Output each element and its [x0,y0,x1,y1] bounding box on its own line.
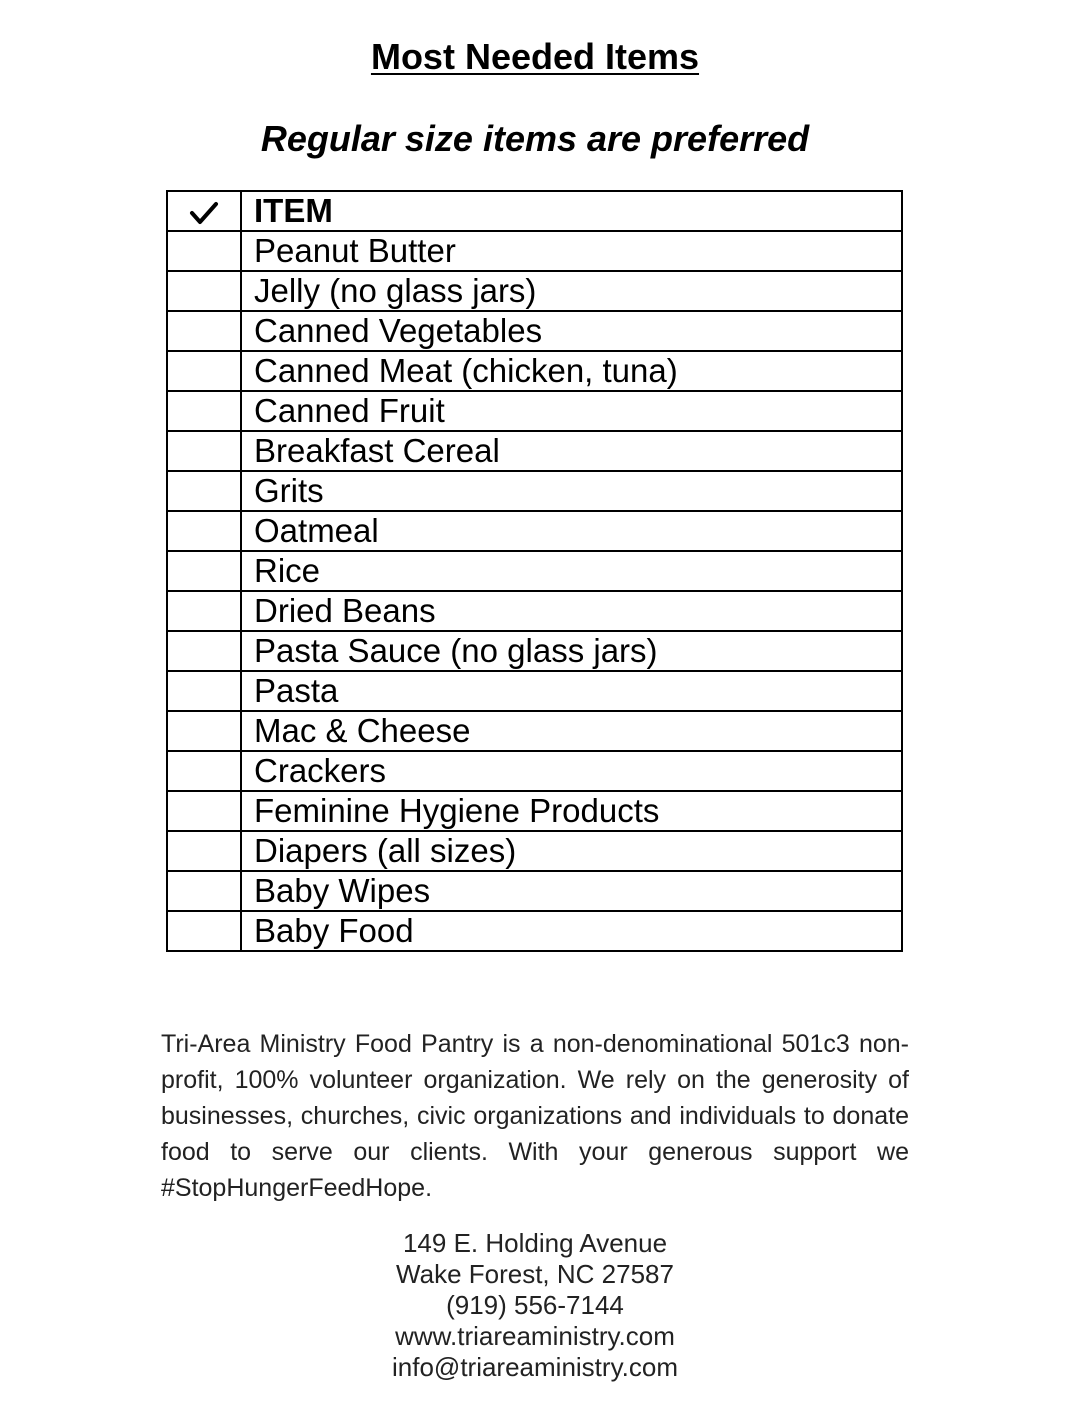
check-header-cell [167,191,241,231]
checkbox-cell[interactable] [167,391,241,431]
items-table-body [167,191,902,951]
checkbox-cell[interactable] [167,911,241,951]
table-row [167,471,902,511]
table-row [167,431,902,471]
table-row [167,551,902,591]
page-subtitle: Regular size items are preferred [260,118,810,159]
checkbox-cell[interactable] [167,591,241,631]
item-name-cell: Baby Wipes [241,871,902,911]
table-row [167,671,902,711]
checkbox-cell[interactable] [167,511,241,551]
checkbox-cell[interactable] [167,271,241,311]
checkbox-cell[interactable] [167,831,241,871]
pantry-description: Tri-Area Ministry Food Pantry is a non-denominational 501c3 non-profit, 100% volunteer organization. We rely on the generosity of businesses, churches, civic organizations and individuals to donate food to serve our clients. With your generous support we #StopHungerFeedHope. [161,1030,909,1202]
checkbox-cell[interactable] [167,791,241,831]
item-name-cell: Pasta [241,671,902,711]
item-name-cell: Feminine Hygiene Products [241,791,902,831]
table-row [167,751,902,791]
checkbox-cell[interactable] [167,471,241,511]
item-name-cell: Canned Vegetables [241,311,902,351]
table-row [167,271,902,311]
table-row [167,791,902,831]
table-row [167,831,902,871]
table-row [167,391,902,431]
website-link[interactable]: www.triareaministry.com [395,1321,675,1351]
table-row [167,911,902,951]
table-row [167,231,902,271]
table-row [167,711,902,751]
contact-info [0,1228,1070,1383]
item-header-cell: ITEM [241,191,902,231]
item-name-cell: Dried Beans [241,591,902,631]
checkbox-cell[interactable] [167,311,241,351]
email-link[interactable]: info@triareaministry.com [392,1352,678,1382]
item-name-cell: Crackers [241,751,902,791]
checkbox-cell[interactable] [167,671,241,711]
item-name-cell: Rice [241,551,902,591]
table-row [167,511,902,551]
checkbox-cell[interactable] [167,871,241,911]
table-header-row [167,191,902,231]
checkbox-cell[interactable] [167,551,241,591]
table-row [167,311,902,351]
table-row [167,591,902,631]
checkbox-cell[interactable] [167,711,241,751]
item-name-cell: Canned Meat (chicken, tuna) [241,351,902,391]
checkbox-cell[interactable] [167,751,241,791]
item-name-cell: Breakfast Cereal [241,431,902,471]
item-name-cell: Jelly (no glass jars) [241,271,902,311]
checkbox-cell[interactable] [167,631,241,671]
table-row [167,871,902,911]
page-title: Most Needed Items [370,36,700,77]
checkmark-icon [189,192,219,229]
item-name-cell: Diapers (all sizes) [241,831,902,871]
address-line-1: 149 E. Holding Avenue [402,1228,668,1258]
item-name-cell: Pasta Sauce (no glass jars) [241,631,902,671]
table-row [167,351,902,391]
item-name-cell: Canned Fruit [241,391,902,431]
item-name-cell: Oatmeal [241,511,902,551]
checkbox-cell[interactable] [167,431,241,471]
item-name-cell: Mac & Cheese [241,711,902,751]
item-name-cell: Grits [241,471,902,511]
phone-number: (919) 556-7144 [446,1290,624,1320]
checkbox-cell[interactable] [167,231,241,271]
address-line-2: Wake Forest, NC 27587 [396,1259,674,1289]
checkbox-cell[interactable] [167,351,241,391]
table-row [167,631,902,671]
item-name-cell: Peanut Butter [241,231,902,271]
item-name-cell: Baby Food [241,911,902,951]
items-table [166,190,903,952]
